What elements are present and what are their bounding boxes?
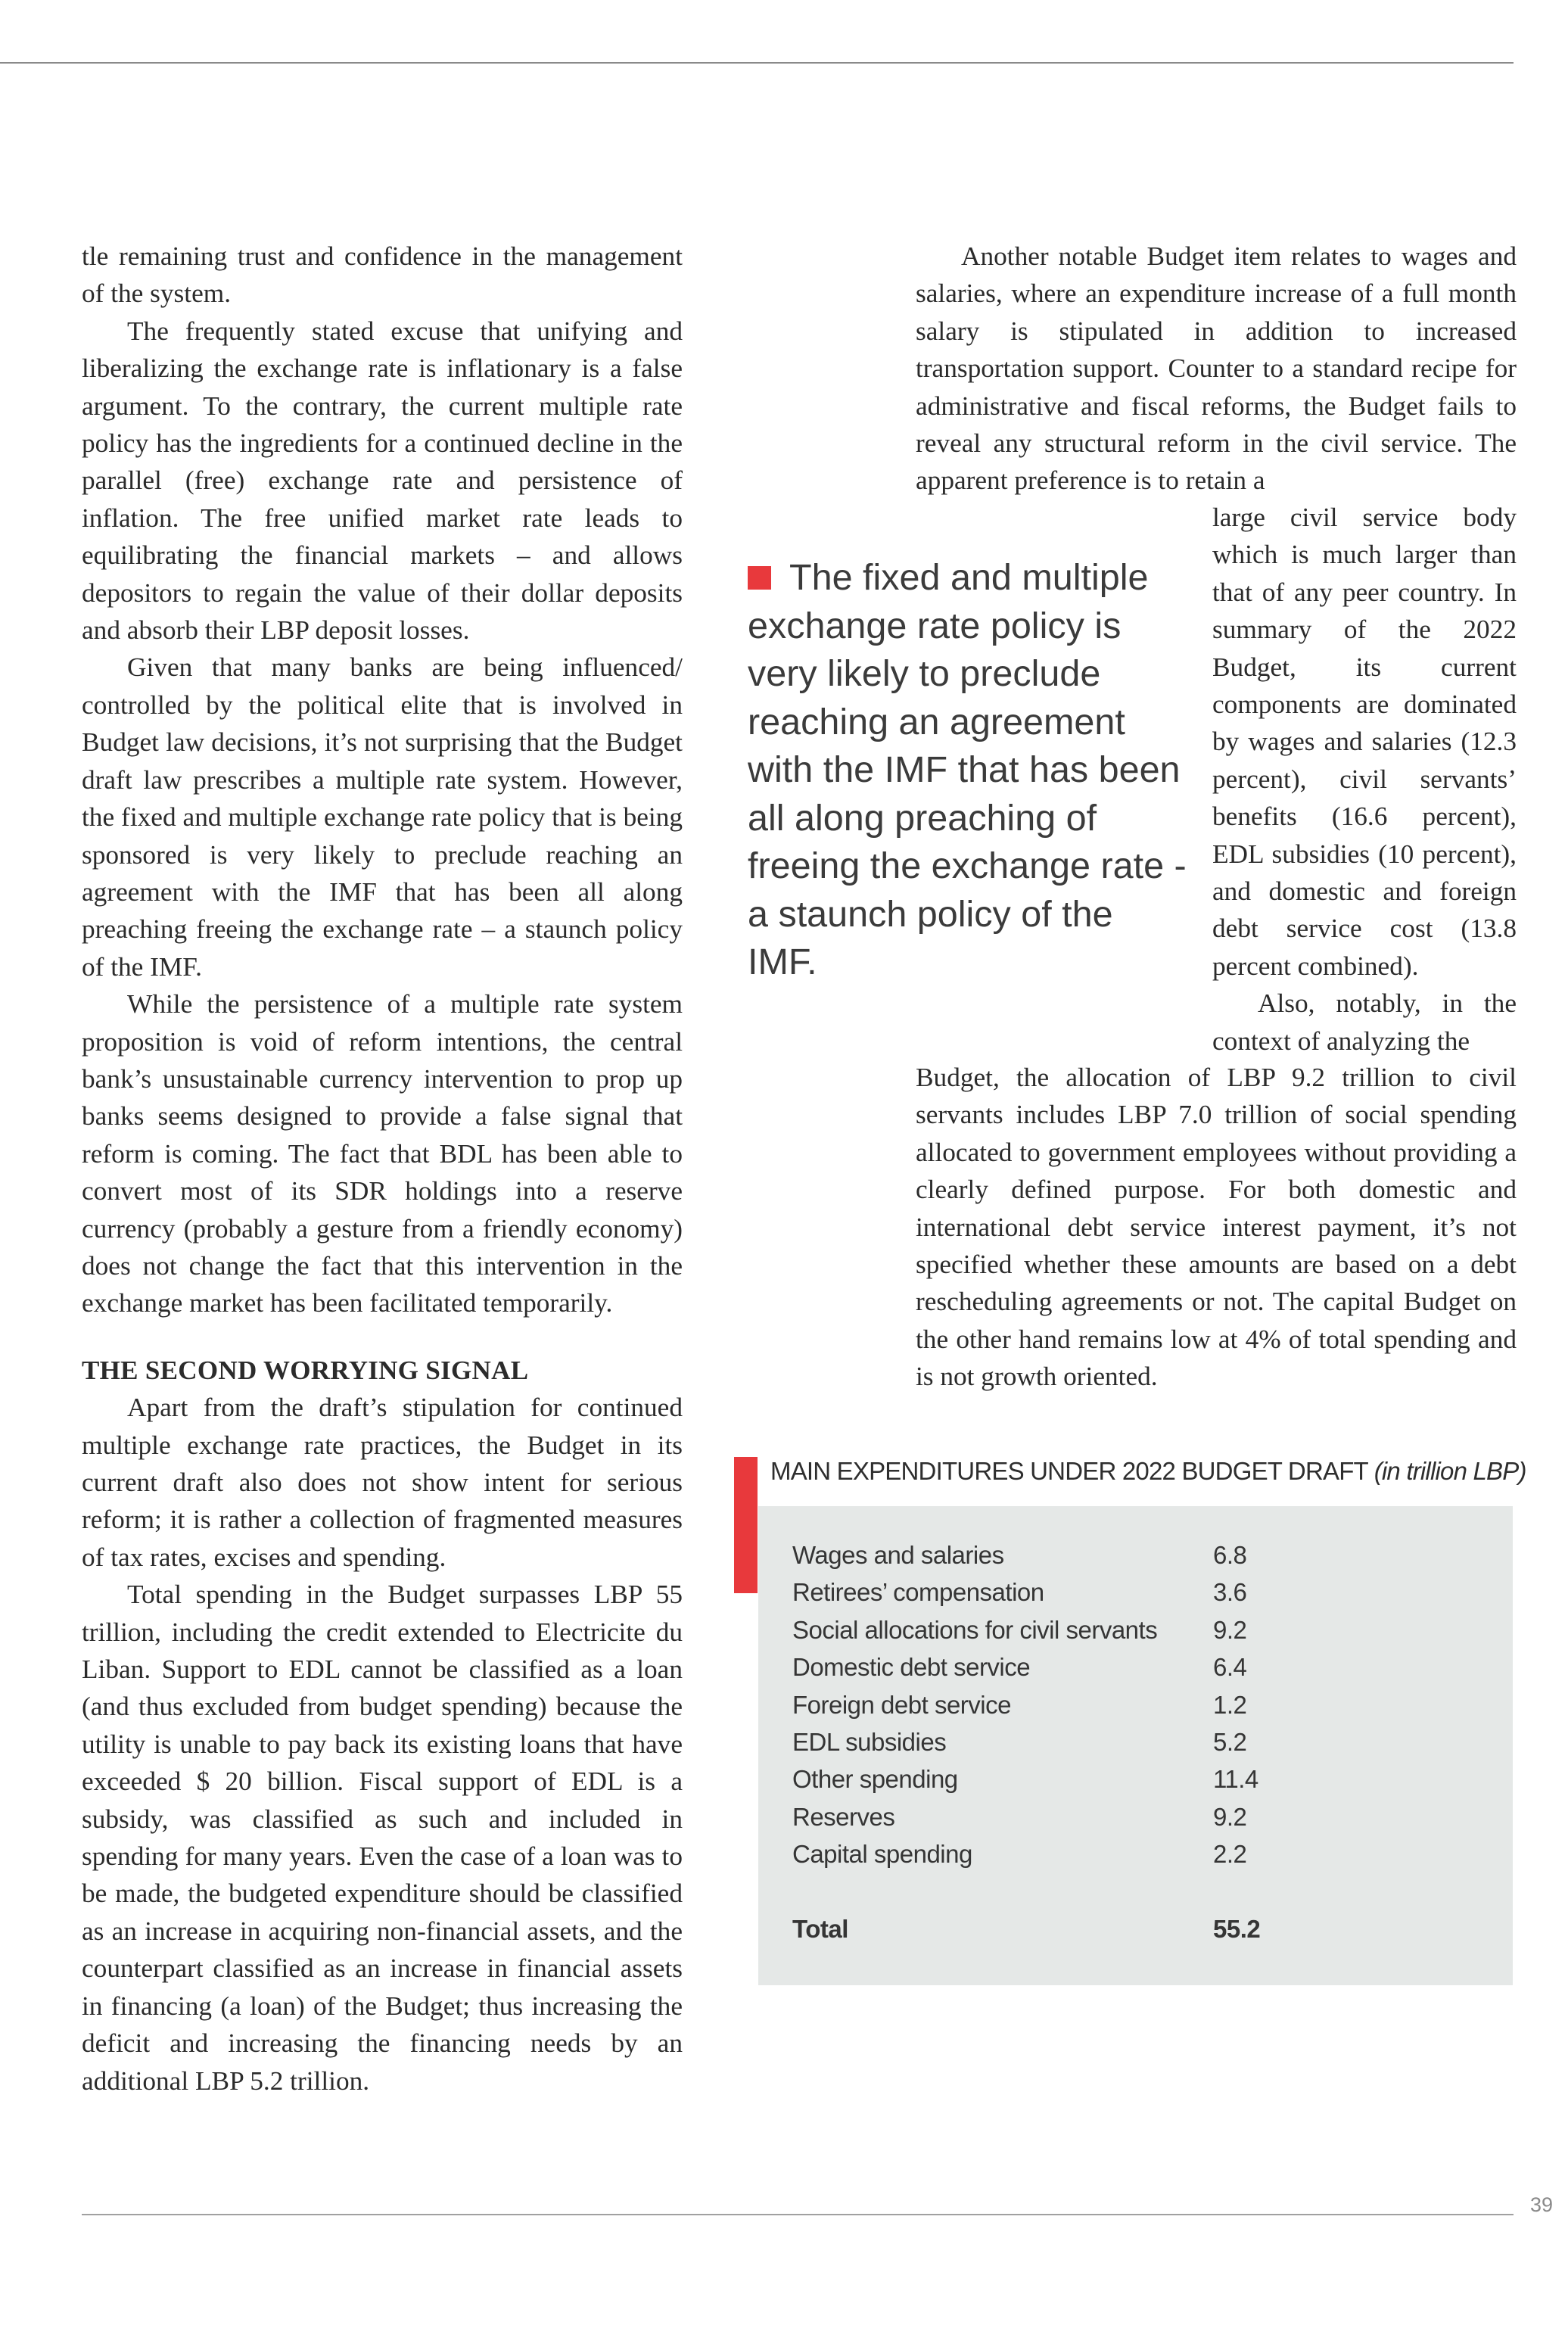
row-value: 6.4 [1213,1653,1247,1682]
paragraph: Another notable Budget item relates to wages and salaries, where an expenditure increase of a full month salary is stipulated in addition to increased transportation support. Counter to a standard recipe for administrative and fiscal reforms, the Budget fails to reveal any structural reform in the civil service. The apparent preference is to retain a [916,241,1517,496]
top-rule [0,62,1514,64]
paragraph: Apart from the draft’s stipulation for continued multiple exchange rate practices, the Budget in its current draft also does not show intent for serious reform; it is rather a collection of fragmented measures of tax rates, excises and spending. [82,1393,683,1572]
total-label: Total [792,1914,848,1943]
paragraph: Also, notably, in the context of analyzing the [1212,988,1517,1056]
table-title [770,1455,1526,1488]
table-row [792,1648,1322,1686]
total-value: 55.2 [1213,1914,1261,1943]
paragraph: Given that many banks are being influenced/ controlled by the political elite that is involved in Budget law decisions, it’s not surprising that the Budget draft law prescribes a multiple rate system. However, the fixed and multiple exchange rate policy that is being sponsored is very likely to preclude reaching an agreement with the IMF that has been all along preaching freeing the exchange rate – a staunch policy of the IMF. [82,652,683,982]
row-value: 5.2 [1213,1727,1247,1756]
row-value: 9.2 [1213,1802,1247,1831]
table-total-row [792,1910,1322,1947]
table-row [792,1798,1322,1835]
row-label: Capital spending [792,1840,972,1869]
pull-quote [748,554,1187,987]
table-row [792,1760,1322,1798]
row-label: Reserves [792,1802,895,1831]
row-value: 1.2 [1213,1690,1247,1719]
row-value: 6.8 [1213,1541,1247,1569]
row-value: 11.4 [1213,1765,1258,1794]
right-column-wrap [1212,499,1517,1060]
row-label: Social allocations for civil servants [792,1615,1158,1644]
row-label: Domestic debt service [792,1653,1031,1682]
table-row [792,1574,1322,1611]
bottom-rule [82,2214,1514,2215]
section-heading: THE SECOND WORRYING SIGNAL [82,1355,529,1385]
row-label: Wages and salaries [792,1541,1004,1569]
row-value: 3.6 [1213,1578,1247,1607]
row-value: 9.2 [1213,1615,1247,1644]
table-title-text: MAIN EXPENDITURES UNDER 2022 BUDGET DRAFT [770,1457,1368,1485]
paragraph: Total spending in the Budget surpasses LBP 55 trillion, including the credit extended to Electricite du Liban. Support to EDL cannot be classified as a loan (and thus excluded from budget spending) because the utility is unable to pay back its existing loans that have exceeded $ 20 billion. Fiscal support of EDL is a subsidy, was classified as such and included in spending for many years. Even the case of a loan was to be made, the budgeted expenditure should be classified as an increase in acquiring non-financial assets, and the counterpart classified as an increase in financial assets in financing (a loan) of the Budget; thus increasing the deficit and increasing the financing needs by an additional LBP 5.2 trillion. [82,1580,683,2096]
table-row [792,1835,1322,1872]
paragraph: Budget, the allocation of LBP 9.2 trillion to civil servants includes LBP 7.0 trillion of social spending allocated to government employees without providing a clearly defined purpose. For both domestic and international debt service interest payment, it’s not specified whether these amounts are based on a debt rescheduling agreements or not. The capital Budget on the other hand remains low at 4% of total spending and is not growth oriented. [916,1063,1517,1392]
table-row [792,1611,1322,1648]
table-unit: (in trillion LBP) [1374,1457,1526,1485]
paragraph: While the persistence of a multiple rate system proposition is void of reform intentions, the central bank’s unsustainable currency intervention to prop up banks seems designed to provide a false signal that reform is coming. The fact that BDL has been able to convert most of its SDR holdings into a reserve currency (probably a gesture from a friendly economy) does not change the fact that this intervention in the exchange market has been facilitated temporarily. [82,989,683,1318]
table-row [792,1686,1322,1723]
row-label: Retirees’ compensation [792,1578,1044,1607]
right-column-bottom [916,1059,1517,1396]
paragraph: large civil service body which is much larger than that of any peer country. In summary of the 2022 Budget, its current components are dominated by wages and salaries (12.3 percent), civil servants’ benefits (16.6 percent), EDL subsidies (10 percent), and domestic and foreign debt service cost (13.8 percent combined). [1212,503,1517,981]
red-square-icon [748,566,771,590]
page-number: 39 [1529,2193,1554,2216]
row-value: 2.2 [1213,1840,1247,1869]
paragraph: The frequently stated excuse that unifying and liberalizing the exchange rate is inflationary is a false argument. To the contrary, the current multiple rate policy has the ingredients for a continued decline in the parallel (free) exchange rate and persistence of inflation. The free unified market rate leads to equilibrating the financial markets – and allows depositors to regain the value of their dollar deposits and absorb their LBP deposit losses. [82,316,683,646]
expenditure-table [792,1536,1322,1947]
row-label: EDL subsidies [792,1727,947,1756]
table-row [792,1723,1322,1760]
pull-quote-text: The fixed and multiple exchange rate policy is very likely to preclude reaching an agreement with the IMF that has been all along preaching of freeing the exchange rate - a staunch policy of the IMF. [748,557,1187,982]
paragraph: tle remaining trust and confidence in the management of the system. [82,241,683,309]
table-accent-bar [734,1457,758,1593]
left-column [82,238,683,2100]
table-row [792,1536,1322,1574]
row-label: Foreign debt service [792,1690,1011,1719]
right-column-top [916,238,1517,500]
row-label: Other spending [792,1765,958,1794]
